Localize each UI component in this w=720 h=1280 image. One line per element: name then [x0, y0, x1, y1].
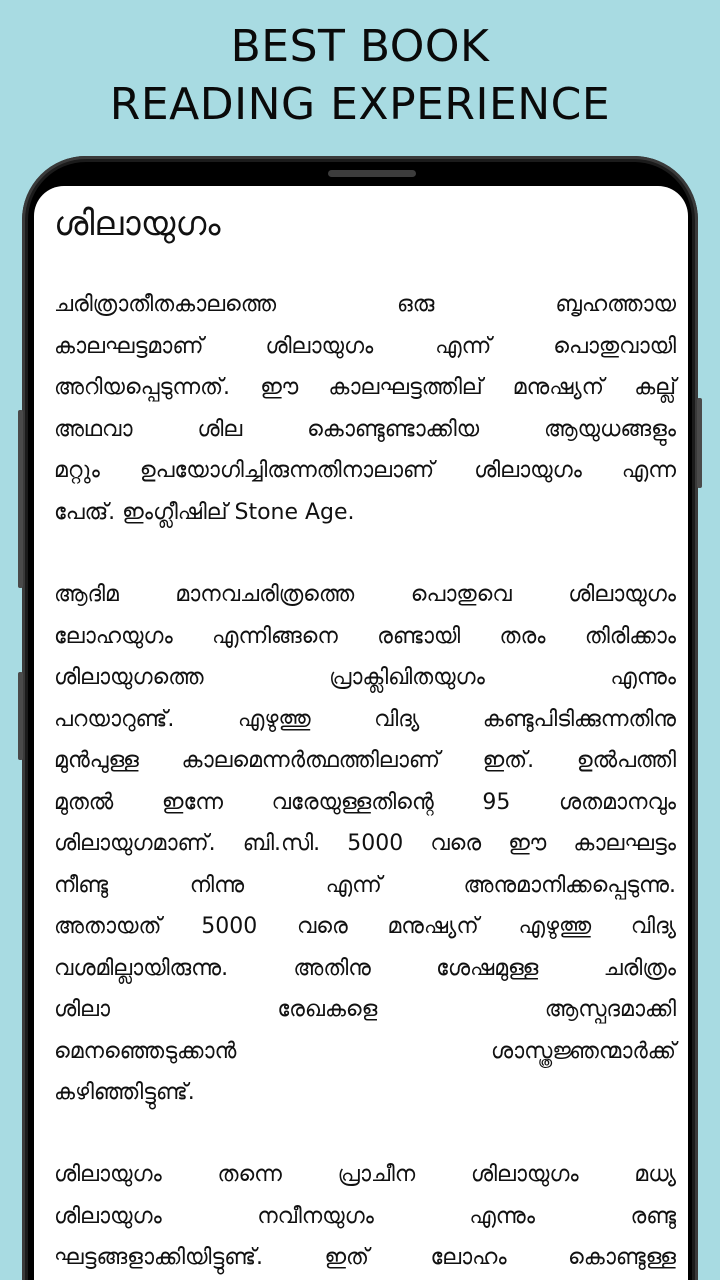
text-line: കാലഘട്ടമാണ് ശിലായുഗം എന്ന് പൊതുവായി — [54, 333, 676, 359]
text-line: പേരു്. ഇംഗ്ലീഷില് Stone Age. — [54, 499, 355, 525]
text-line: കഴിഞ്ഞിട്ടുണ്ട്. — [54, 1080, 195, 1105]
text-line: ശിലായുഗമാണ്. ബി.സി. 5000 വരെ ഈ കാലഘട്ടം — [54, 831, 676, 856]
text-line: മെനഞ്ഞെടുക്കാൻ ശാസ്ത്രജ്ഞന്മാർക്ക് — [54, 1038, 676, 1064]
text-line: ഘട്ടങ്ങളാക്കിയിട്ടുണ്ട്. ഇത് ലോഹം കൊണ്ടുള്ള — [54, 1245, 676, 1270]
text-line: മുതൽ ഇന്നേ വരേയുള്ളതിന്റെ 95 ശതമാനവും — [54, 789, 676, 815]
paragraph-3 — [54, 1154, 676, 1279]
earpiece-speaker — [328, 170, 416, 177]
text-line: അറിയപ്പെടുന്നത്. ഈ കാലഘട്ടത്തില് മനുഷ്യന് കല്ല് — [54, 375, 676, 400]
text-line: വശമില്ലായിരുന്നു. അതിനു ശേഷമുള്ള ചരിത്രം — [54, 955, 676, 981]
paragraph-1 — [54, 284, 676, 533]
text-line: ശിലായുഗത്തെ പ്രാക്ലിഖിതയുഗം എന്നും — [54, 665, 676, 690]
text-line: ശിലായുഗം തന്നെ പ്രാചീന ശിലായുഗം മധ്യ — [54, 1162, 676, 1187]
text-line: പറയാറുണ്ട്. എഴുത്തു വിദ്യ കണ്ടുപിടിക്കുന്നതിനു — [54, 706, 676, 732]
text-line: അഥവാ ശില കൊണ്ടുണ്ടാക്കിയ ആയുധങ്ങളും — [54, 416, 676, 442]
reader-screen[interactable] — [34, 186, 688, 1280]
phone-volume-button — [18, 410, 23, 588]
chapter-title: ശിലായുഗം — [54, 204, 221, 244]
text-line: ആദിമ മാനവചരിത്രത്തെ പൊതുവെ ശിലായുഗം — [54, 582, 676, 607]
text-line: മുൻപുള്ള കാലമെന്നർത്ഥത്തിലാണ് ഇത്. ഉൽപത്തി — [54, 748, 676, 773]
promo-headline-line-2: READING EXPERIENCE — [109, 79, 611, 130]
paragraph-2 — [54, 574, 676, 1114]
text-line: മറ്റും ഉപയോഗിച്ചിരുന്നതിനാലാണ് ശിലായുഗം എന്ന — [54, 458, 676, 483]
text-line: നീണ്ടു നിന്നു എന്ന് അനുമാനിക്കപ്പെടുന്നു. — [54, 872, 676, 898]
text-line: ചരിത്രാതീതകാലത്തെ ഒരു ബൃഹത്തായ — [54, 292, 676, 317]
phone-side-button — [18, 672, 23, 760]
text-line: അതായത് 5000 വരെ മനുഷ്യന് എഴുത്തു വിദ്യ — [54, 914, 676, 939]
promo-headline-line-1: BEST BOOK — [230, 21, 490, 72]
phone-power-button — [697, 398, 702, 488]
text-line: ശിലാ രേഖകളെ ആസ്പദമാക്കി — [54, 997, 676, 1022]
text-line: ലോഹയുഗം എന്നിങ്ങനെ രണ്ടായി തരം തിരിക്കാം — [54, 623, 676, 649]
text-line: ശിലായുഗം നവീനയുഗം എന്നും രണ്ടു — [54, 1203, 676, 1229]
promo-headline — [0, 18, 720, 134]
